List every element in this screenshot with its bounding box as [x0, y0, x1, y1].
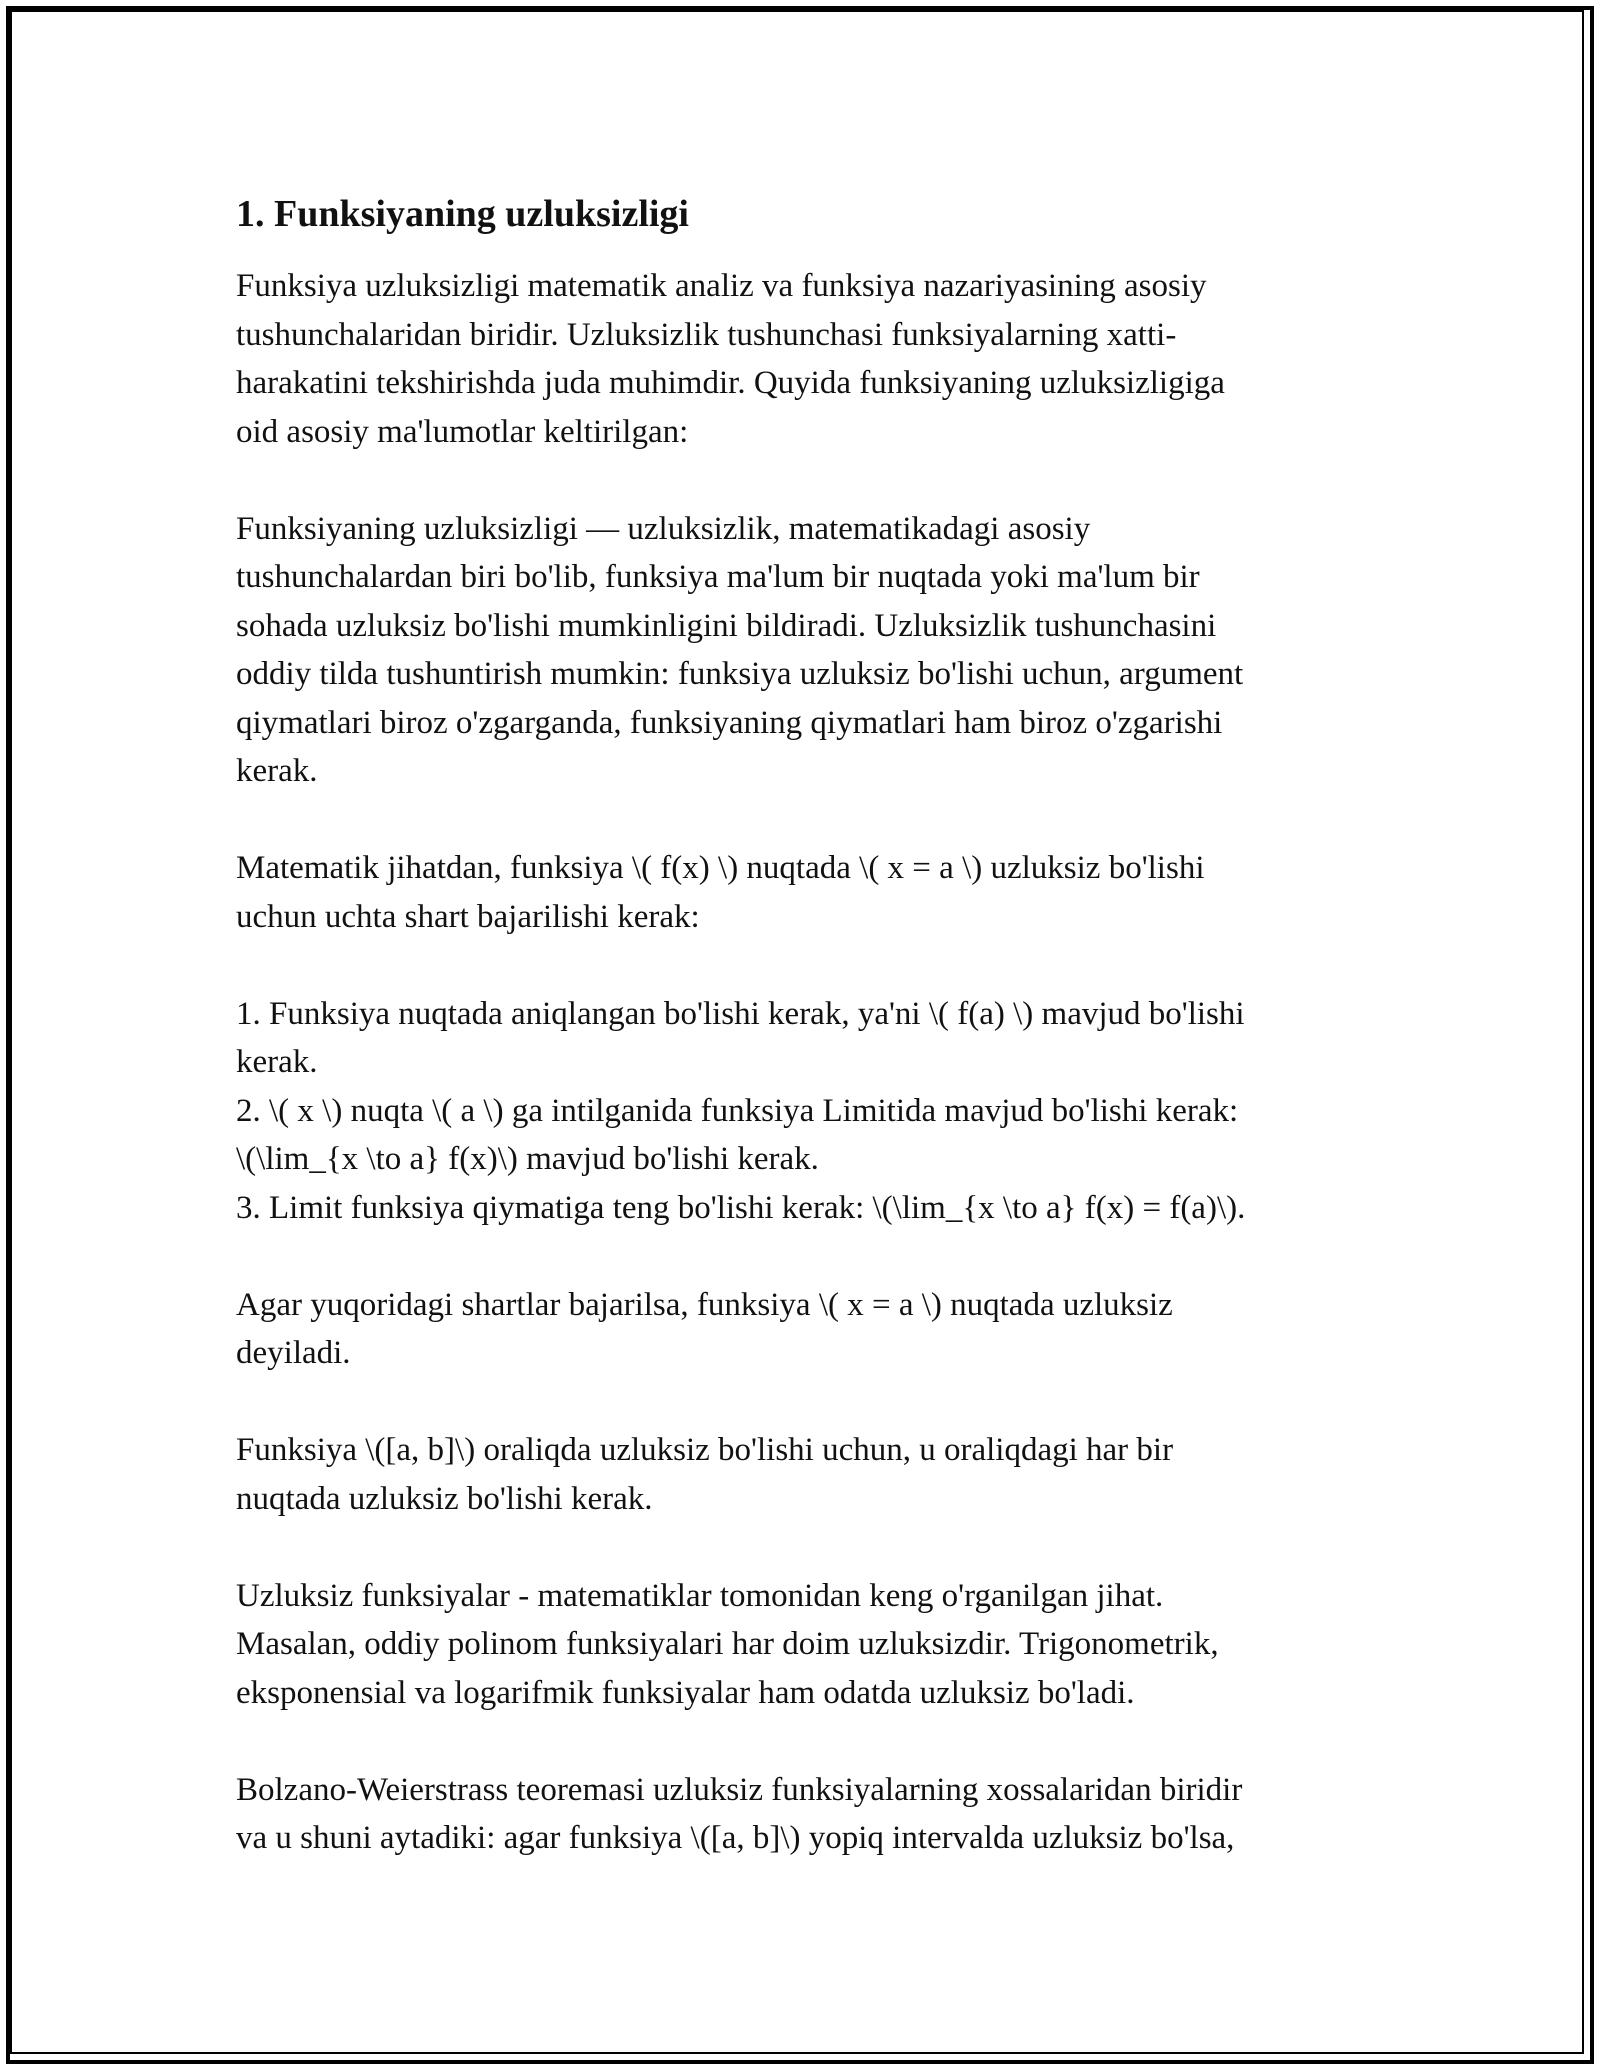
text-line: tushunchalaridan biridir. Uzluksizlik tushunchasi funksiyalarning xatti-	[236, 316, 1177, 353]
text-line: harakatini tekshirishda juda muhimdir. Quyida funksiyaning uzluksizligiga	[236, 365, 1225, 401]
section-heading: 1. Funksiyaning uzluksizligi	[236, 193, 689, 235]
text-line: Uzluksiz funksiyalar - matematiklar tomonidan keng o'rganilgan jihat.	[236, 1577, 1164, 1614]
text-line: Funksiya uzluksizligi matematik analiz va funksiya nazariyasining asosiy	[236, 268, 1207, 304]
list-item: kerak.	[236, 1044, 318, 1080]
paragraph-examples	[236, 1572, 1366, 1718]
text-line: Agar yuqoridagi shartlar bajarilsa, funksiya \( x = a \) nuqtada uzluksiz	[236, 1286, 1173, 1323]
text-line: deyiladi.	[236, 1335, 351, 1371]
text-line: oid asosiy ma'lumotlar keltirilgan:	[236, 413, 689, 450]
text-line: uchun uchta shart bajarilishi kerak:	[236, 898, 700, 935]
conditions-list	[236, 990, 1366, 1233]
list-item: 2. \( x \) nuqta \( a \) ga intilganida funksiya Limitida mavjud bo'lishi kerak:	[236, 1092, 1239, 1129]
text-line: Masalan, oddiy polinom funksiyalari har doim uzluksizdir. Trigonometrik,	[236, 1626, 1219, 1662]
paragraph-conditions-intro	[236, 844, 1366, 941]
paragraph-intro	[236, 262, 1366, 456]
text-line: kerak.	[236, 753, 318, 789]
list-item: \(\lim_{x \to a} f(x)\) mavjud bo'lishi kerak.	[236, 1141, 819, 1177]
text-line: qiymatlari biroz o'zgarganda, funksiyaning qiymatlari ham biroz o'zgarishi	[236, 704, 1223, 741]
text-line: oddiy tilda tushuntirish mumkin: funksiya uzluksiz bo'lishi uchun, argument	[236, 656, 1244, 692]
text-line: Funksiyaning uzluksizligi — uzluksizlik, matematikadagi asosiy	[236, 510, 1091, 547]
text-line: Funksiya \([a, b]\) oraliqda uzluksiz bo'lishi uchun, u oraliqdagi har bir	[236, 1432, 1174, 1468]
text-line: nuqtada uzluksiz bo'lishi kerak.	[236, 1480, 653, 1517]
paragraph-conclusion	[236, 1281, 1366, 1378]
document-body	[236, 190, 1366, 1911]
text-line: va u shuni aytadiki: agar funksiya \([a, b]\) yopiq intervalda uzluksiz bo'lsa,	[236, 1820, 1235, 1856]
list-item: 1. Funksiya nuqtada aniqlangan bo'lishi kerak, ya'ni \( f(a) \) mavjud bo'lishi	[236, 995, 1245, 1032]
text-line: eksponensial va logarifmik funksiyalar ham odatda uzluksiz bo'ladi.	[236, 1674, 1135, 1711]
text-line: Bolzano-Weierstrass teoremasi uzluksiz funksiyalarning xossalaridan biridir	[236, 1771, 1243, 1808]
paragraph-interval	[236, 1426, 1366, 1523]
paragraph-theorem	[236, 1766, 1366, 1863]
paragraph-definition	[236, 505, 1366, 796]
list-item: 3. Limit funksiya qiymatiga teng bo'lishi kerak: \(\lim_{x \to a} f(x) = f(a)\).	[236, 1189, 1246, 1226]
text-line: tushunchalardan biri bo'lib, funksiya ma'lum bir nuqtada yoki ma'lum bir	[236, 559, 1200, 595]
text-line: sohada uzluksiz bo'lishi mumkinligini bildiradi. Uzluksizlik tushunchasini	[236, 607, 1217, 644]
text-line: Matematik jihatdan, funksiya \( f(x) \) nuqtada \( x = a \) uzluksiz bo'lishi	[236, 850, 1205, 886]
